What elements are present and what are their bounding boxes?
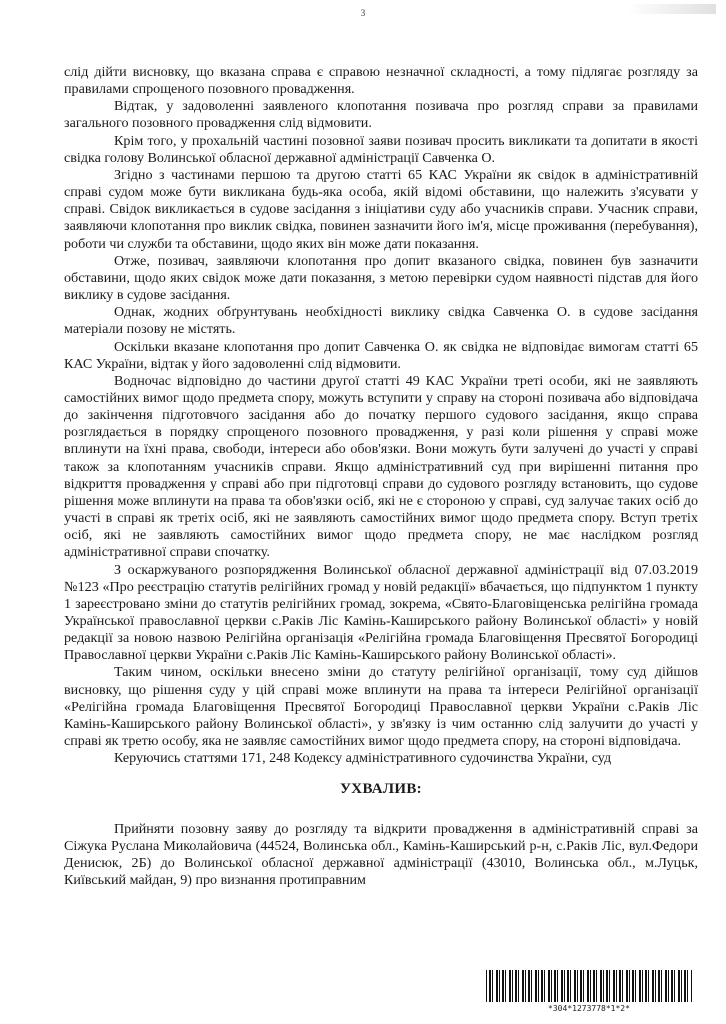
page-number: 3 bbox=[360, 8, 366, 18]
paragraph: Оскільки вказане клопотання про допит Савченка О. як свідка не відповідає вимогам статті 65 КАС України, відтак у його задоволенні слід відмовити. bbox=[64, 338, 698, 372]
paragraph: Відтак, у задоволенні заявленого клопотання позивача про розгляд справи за правилами загального позовного провадження слід відмовити. bbox=[64, 98, 698, 132]
resolution-paragraph: Прийняти позовну заяву до розгляду та відкрити провадження в адміністративній справі за Сіжука Руслана Миколайовича (44524, Волинська обл., Камінь-Каширський р-н, с.Раків Ліс, вул.Федори Денисюк, 2Б) до Волинської обласної державної адміністрації (43010, Волинська обл., м.Луцьк, Київський майдан, 9) про визнання протиправним bbox=[64, 820, 698, 889]
paragraph: Згідно з частинами першою та другою статті 65 КАС України як свідок в адміністративній справі судом може бути викликана будь-яка особа, якій відомі обставини, що належить з'ясувати у справі. Свідок викликається в судове засідання з ініціативи суду або учасників справи. Учасник справи, заявляючи клопотання про виклик свідка, повинен зазначити його ім'я, місце проживання (перебування), роботи чи служби та обставини, щодо яких він може дати показання. bbox=[64, 166, 698, 252]
paragraph: Однак, жодних обґрунтувань необхідності виклику свідка Савченка О. в судове засідання матеріали позову не містять. bbox=[64, 304, 698, 338]
paragraph: Таким чином, оскільки внесено зміни до статуту релігійної організації, тому суд дійшов висновку, що рішення суду у цій справі може вплинути на права та інтереси Релігійної організації «Релігійна громада Благовіщення Пресвятої Богородиці Православної церкви України с.Раків Ліс Камінь-Каширського району Волинської області», у зв'язку із чим останню слід залучити до участі у справі як третю особу, яка не заявляє самостійних вимог щодо предмета спору, на стороні відповідача. bbox=[64, 664, 698, 750]
paragraph: Отже, позивач, заявляючи клопотання про допит вказаного свідка, повинен був зазначити обставини, щодо яких свідок може дати показання, з метою перевірки судом наявності підстав для його виклику в судове засідання. bbox=[64, 252, 698, 304]
document-body bbox=[64, 64, 698, 889]
paragraph: З оскаржуваного розпорядження Волинської обласної державної адміністрації від 07.03.2019 №123 «Про реєстрацію статутів релігійних громад у новій редакції» вбачається, що підпунктом 1 пункту 1 зареєстровано зміни до статутів релігійних громад, зокрема, «Свято-Благовіщенська релігійна громада Української православної церкви с.Раків Ліс Камінь-Каширського району Волинської області» у новій редакції за новою назвою Релігійна організація «Релігійна громада Благовіщення Пресвятої Богородиці Православної церкви України с.Раків Ліс Камінь-Каширського району Волинської області». bbox=[64, 561, 698, 664]
paragraph: слід дійти висновку, що вказана справа є справою незначної складності, а тому підлягає розгляду за правилами спрощеного позовного провадження. bbox=[64, 64, 698, 98]
barcode bbox=[480, 968, 698, 1016]
paragraph: Керуючись статтями 171, 248 Кодексу адміністративного судочинства України, суд bbox=[114, 750, 612, 767]
barcode-number: *304*1273778*1*2* bbox=[548, 1004, 630, 1013]
paragraph: Водночас відповідно до частини другої статті 49 КАС України треті особи, які не заявляють самостійних вимог щодо предмета спору, можуть вступити у справу на стороні позивача або відповідача до закінчення підготовчого засідання або до початку першого судового засідання, якщо справа розглядається в порядку спрощеного позовного провадження, у разі коли рішення у справі може вплинути на їхні права, свободи, інтереси або обов'язки. Вони можуть бути залучені до участі у справі також за клопотанням учасників справи. Якщо адміністративний суд при вирішенні питання про відкриття провадження у справі або при підготовці справи до судового розгляду встановить, що судове рішення може вплинути на права та обов'язки осіб, які не є стороною у справі, суд залучає таких осіб до участі в справі як третіх осіб, які не заявляють самостійних вимог щодо предмета спору. Вступ третіх осіб, які не заявляють самостійних вимог щодо предмета спору, не має наслідком розгляд адміністративної справи спочатку. bbox=[64, 372, 698, 561]
scan-artifact bbox=[626, 4, 716, 14]
resolution-heading: УХВАЛИВ: bbox=[340, 781, 422, 798]
paragraph: Крім того, у прохальній частині позовної заяви позивач просить викликати та допитати в якості свідка голову Волинської обласної державної адміністрації Савченка О. bbox=[64, 132, 698, 166]
barcode-bars bbox=[486, 970, 692, 1002]
